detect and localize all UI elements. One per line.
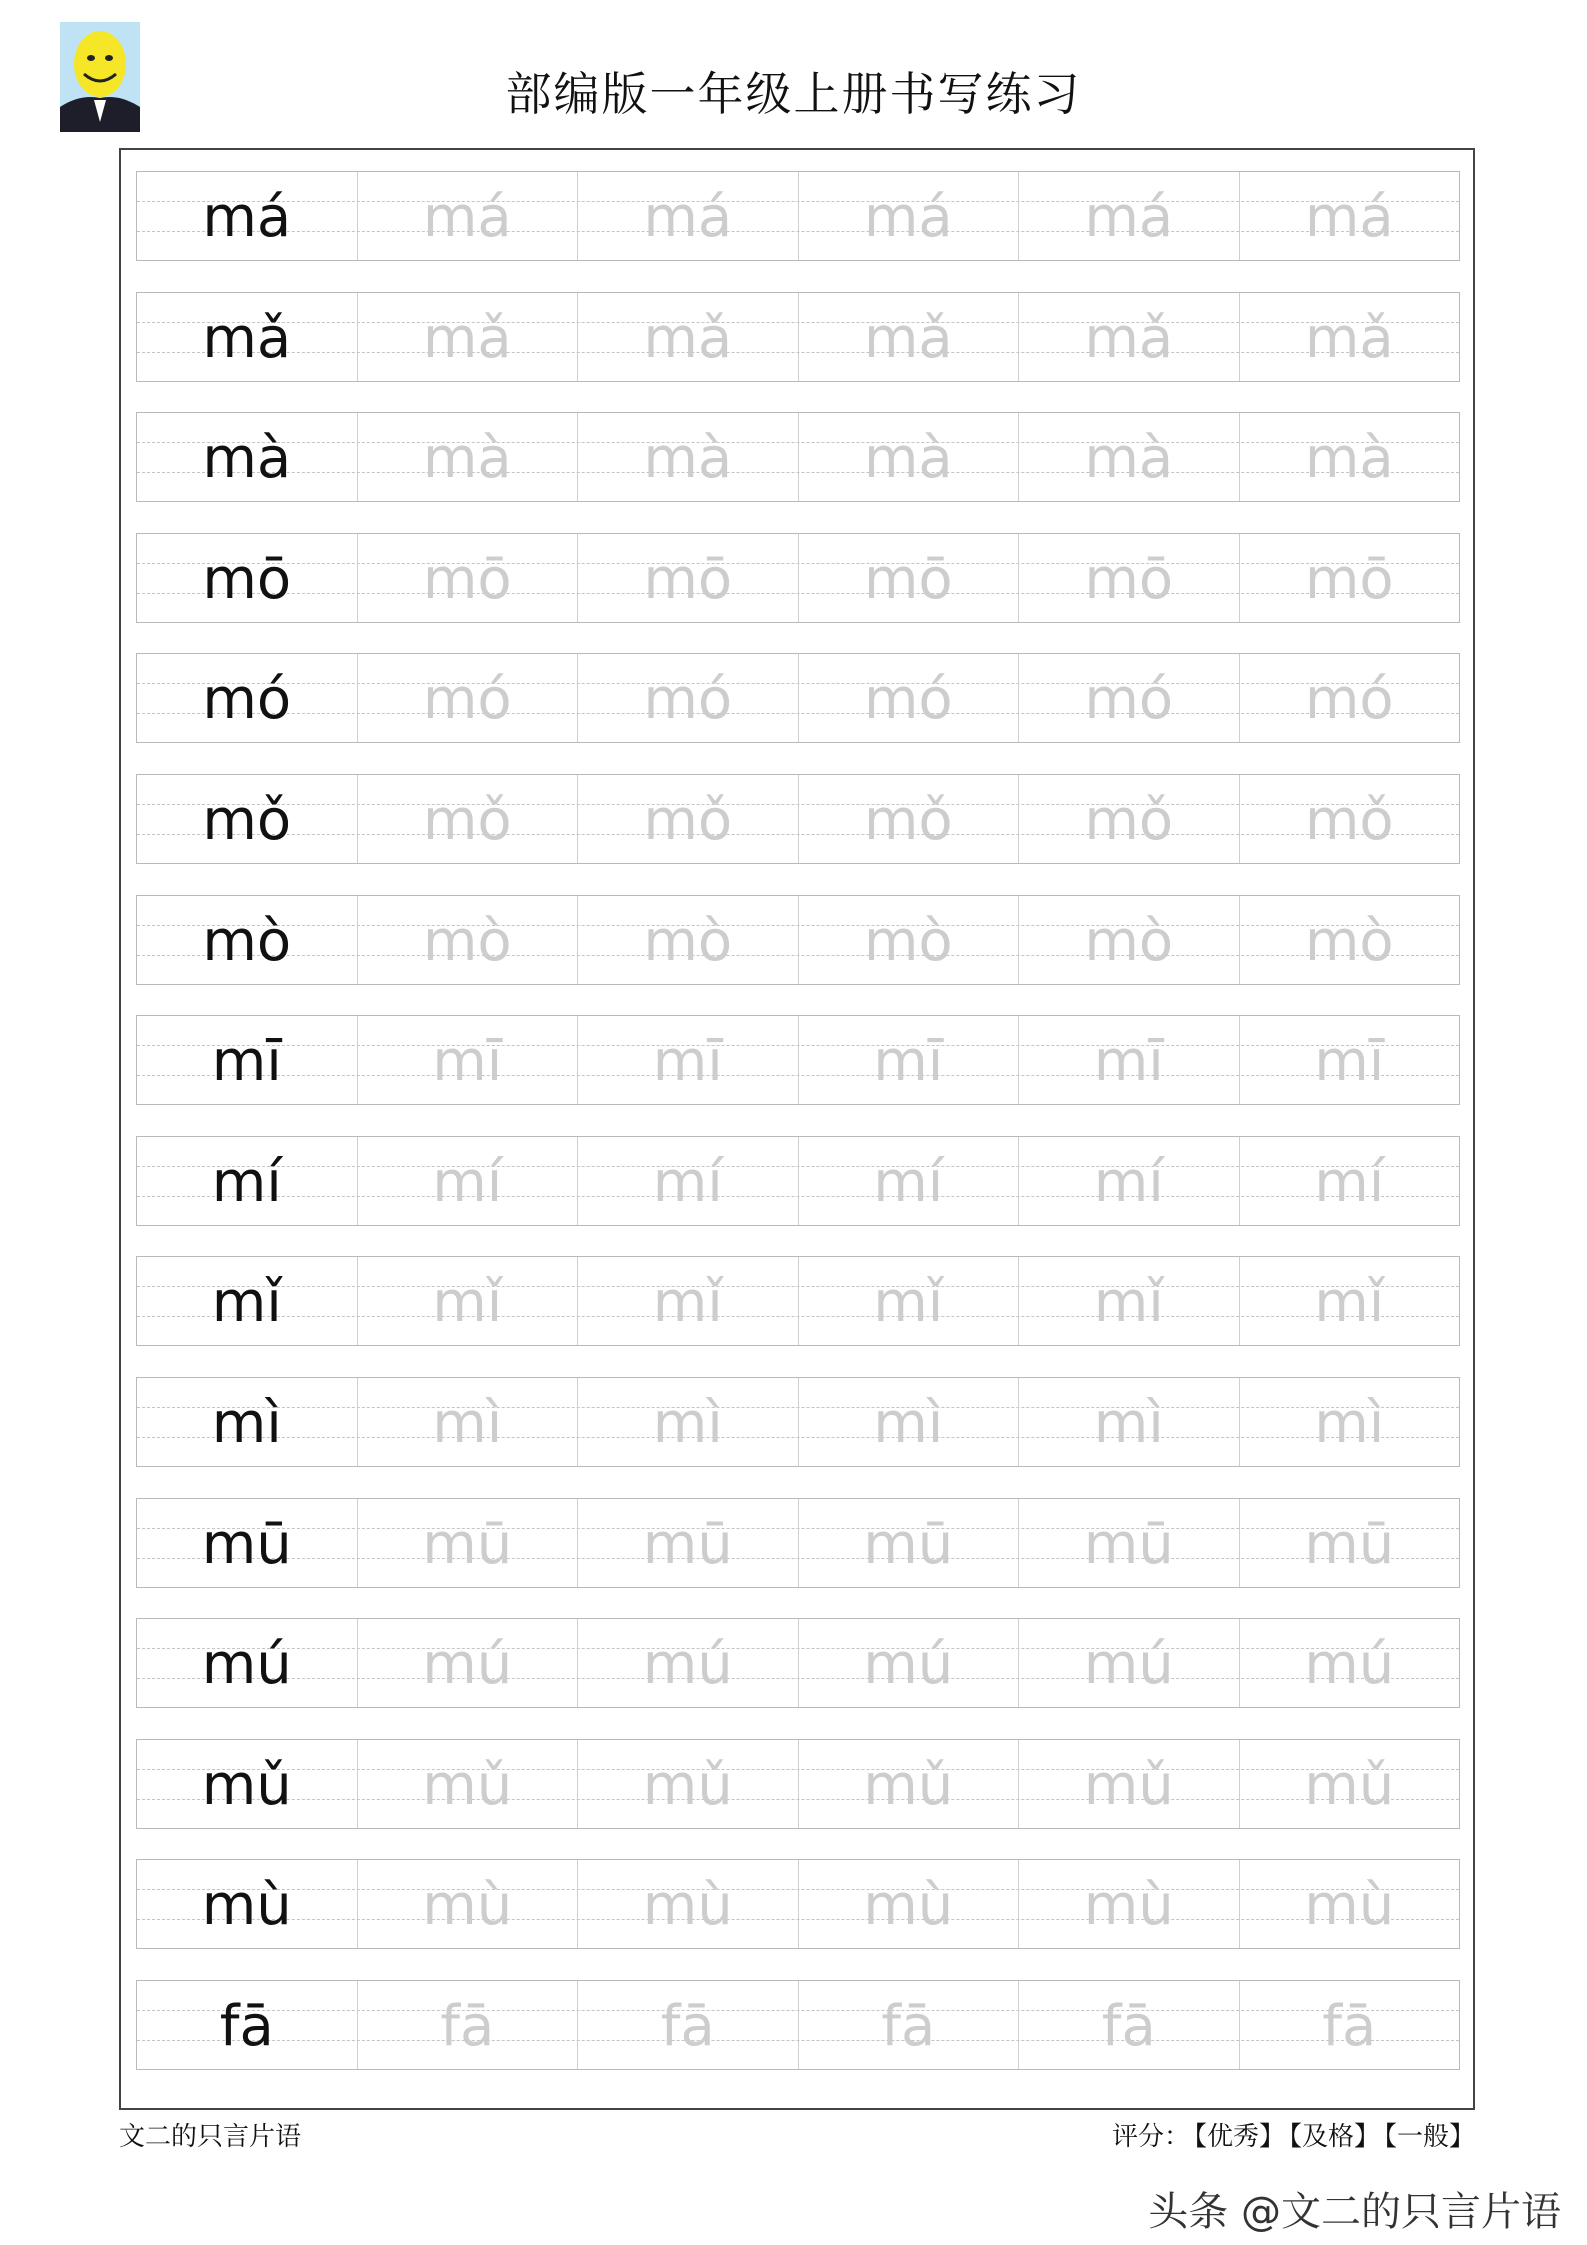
- trace-cell[interactable]: [798, 413, 1019, 501]
- trace-syllable: mò: [643, 908, 733, 974]
- trace-syllable: mò: [863, 908, 953, 974]
- model-cell: [137, 1016, 357, 1104]
- model-cell: [137, 1860, 357, 1948]
- watermark: 头条 @文二的只言片语: [1148, 2189, 1561, 2235]
- model-cell: [137, 1137, 357, 1225]
- score-option-excellent[interactable]: 【优秀】: [1193, 2122, 1285, 2152]
- model-cell: [137, 654, 357, 742]
- trace-syllable: mà: [643, 426, 733, 492]
- practice-row: [136, 1498, 1460, 1588]
- model-syllable: mú: [201, 1632, 292, 1698]
- trace-syllable: má: [643, 185, 733, 250]
- trace-cell[interactable]: [577, 1137, 798, 1225]
- model-cell: [137, 1499, 357, 1587]
- trace-cell[interactable]: [798, 1740, 1019, 1828]
- trace-cell[interactable]: [1018, 413, 1239, 501]
- trace-syllable: mù: [863, 1873, 954, 1939]
- trace-cell[interactable]: [1018, 1740, 1239, 1828]
- trace-syllable: mì: [432, 1391, 503, 1456]
- trace-cell[interactable]: [577, 1016, 798, 1104]
- trace-syllable: mō: [422, 546, 512, 612]
- trace-cell[interactable]: [577, 293, 798, 381]
- trace-syllable: mó: [863, 667, 953, 733]
- trace-cell[interactable]: [357, 654, 578, 742]
- trace-cell[interactable]: [577, 896, 798, 984]
- trace-syllable: mǔ: [1304, 1752, 1395, 1818]
- trace-syllable: mō: [643, 546, 733, 612]
- trace-syllable: mǒ: [643, 788, 733, 853]
- practice-row: [136, 1739, 1460, 1829]
- model-cell: [137, 1981, 357, 2069]
- trace-syllable: mà: [1304, 426, 1394, 492]
- model-cell: [137, 1378, 357, 1466]
- model-syllable: mí: [211, 1149, 282, 1215]
- trace-cell[interactable]: [1239, 413, 1460, 501]
- trace-syllable: mū: [1083, 1511, 1174, 1577]
- trace-cell[interactable]: [357, 172, 578, 260]
- trace-cell[interactable]: [798, 896, 1019, 984]
- model-syllable: mó: [202, 667, 292, 733]
- score-label: 评分：: [1111, 2122, 1190, 2152]
- trace-cell[interactable]: [798, 1378, 1019, 1466]
- model-syllable: má: [202, 185, 292, 250]
- model-syllable: mǐ: [211, 1270, 282, 1336]
- trace-syllable: mī: [1314, 1029, 1385, 1095]
- trace-syllable: mǔ: [863, 1752, 954, 1818]
- trace-syllable: mù: [422, 1873, 513, 1939]
- trace-cell[interactable]: [357, 1740, 578, 1828]
- practice-row: [136, 1618, 1460, 1708]
- trace-syllable: má: [1084, 185, 1174, 250]
- trace-syllable: mǔ: [422, 1752, 513, 1818]
- trace-cell[interactable]: [1018, 534, 1239, 622]
- trace-cell[interactable]: [577, 1619, 798, 1707]
- trace-cell[interactable]: [1018, 1499, 1239, 1587]
- trace-syllable: fā: [660, 1994, 715, 2059]
- trace-cell[interactable]: [357, 1619, 578, 1707]
- model-cell: [137, 534, 357, 622]
- model-cell: [137, 293, 357, 381]
- model-syllable: mǎ: [202, 305, 292, 371]
- trace-syllable: mī: [873, 1029, 944, 1095]
- trace-syllable: mì: [873, 1391, 944, 1456]
- trace-cell[interactable]: [1239, 654, 1460, 742]
- score-section: [1112, 2116, 1475, 2153]
- trace-cell[interactable]: [1239, 896, 1460, 984]
- trace-syllable: mǒ: [863, 788, 953, 853]
- trace-syllable: mà: [1084, 426, 1174, 492]
- trace-cell[interactable]: [1239, 1740, 1460, 1828]
- trace-syllable: mí: [1314, 1149, 1385, 1215]
- trace-syllable: mú: [863, 1632, 954, 1698]
- trace-syllable: mó: [643, 667, 733, 733]
- trace-cell[interactable]: [1018, 1860, 1239, 1948]
- trace-cell[interactable]: [1018, 1257, 1239, 1345]
- model-syllable: mù: [201, 1873, 292, 1939]
- trace-syllable: fā: [881, 1994, 936, 2059]
- trace-syllable: mú: [422, 1632, 513, 1698]
- trace-syllable: mù: [642, 1873, 733, 1939]
- practice-row: [136, 895, 1460, 985]
- trace-syllable: mí: [652, 1149, 723, 1215]
- trace-syllable: mǐ: [873, 1270, 944, 1336]
- trace-syllable: fā: [1101, 1994, 1156, 2059]
- score-option-average[interactable]: 【一般】: [1383, 2122, 1475, 2152]
- trace-cell[interactable]: [577, 534, 798, 622]
- model-syllable: mū: [201, 1511, 292, 1577]
- trace-syllable: mū: [642, 1511, 733, 1577]
- trace-syllable: mǎ: [643, 305, 733, 371]
- model-cell: [137, 172, 357, 260]
- trace-syllable: mū: [863, 1511, 954, 1577]
- trace-syllable: mǎ: [863, 305, 953, 371]
- trace-cell[interactable]: [1239, 775, 1460, 863]
- trace-cell[interactable]: [357, 775, 578, 863]
- model-syllable: mì: [211, 1391, 282, 1456]
- trace-syllable: fā: [1322, 1994, 1377, 2059]
- trace-cell[interactable]: [1018, 1619, 1239, 1707]
- trace-cell[interactable]: [798, 1860, 1019, 1948]
- trace-syllable: mǎ: [1084, 305, 1174, 371]
- trace-syllable: mī: [432, 1029, 503, 1095]
- trace-cell[interactable]: [798, 293, 1019, 381]
- trace-cell[interactable]: [357, 534, 578, 622]
- trace-syllable: mǐ: [432, 1270, 503, 1336]
- trace-cell[interactable]: [577, 1860, 798, 1948]
- trace-syllable: mì: [1314, 1391, 1385, 1456]
- trace-syllable: mǒ: [1084, 788, 1174, 853]
- trace-syllable: mú: [1083, 1632, 1174, 1698]
- trace-cell[interactable]: [357, 1499, 578, 1587]
- model-cell: [137, 896, 357, 984]
- model-cell: [137, 1257, 357, 1345]
- trace-cell[interactable]: [357, 1137, 578, 1225]
- trace-cell[interactable]: [798, 775, 1019, 863]
- trace-syllable: mǔ: [642, 1752, 733, 1818]
- trace-syllable: mō: [863, 546, 953, 612]
- trace-syllable: mí: [432, 1149, 503, 1215]
- trace-cell[interactable]: [357, 1257, 578, 1345]
- trace-syllable: mū: [1304, 1511, 1395, 1577]
- trace-cell[interactable]: [1018, 896, 1239, 984]
- trace-syllable: mí: [1093, 1149, 1164, 1215]
- trace-cell[interactable]: [1239, 1257, 1460, 1345]
- trace-cell[interactable]: [357, 1016, 578, 1104]
- trace-cell[interactable]: [1239, 172, 1460, 260]
- model-syllable: mǔ: [201, 1752, 292, 1818]
- trace-cell[interactable]: [1018, 654, 1239, 742]
- trace-syllable: mǎ: [1304, 305, 1394, 371]
- model-cell: [137, 413, 357, 501]
- trace-cell[interactable]: [357, 413, 578, 501]
- trace-cell[interactable]: [577, 1499, 798, 1587]
- practice-row: [136, 1256, 1460, 1346]
- trace-syllable: mú: [1304, 1632, 1395, 1698]
- model-syllable: mò: [202, 908, 292, 974]
- trace-cell[interactable]: [1239, 534, 1460, 622]
- model-syllable: mǒ: [202, 788, 292, 853]
- trace-cell[interactable]: [798, 1257, 1019, 1345]
- model-syllable: mà: [202, 426, 292, 492]
- practice-row: [136, 1377, 1460, 1467]
- trace-cell[interactable]: [1018, 172, 1239, 260]
- trace-cell[interactable]: [1239, 1619, 1460, 1707]
- trace-cell[interactable]: [1018, 1378, 1239, 1466]
- practice-row: [136, 653, 1460, 743]
- trace-syllable: fā: [440, 1994, 495, 2059]
- trace-syllable: mó: [1084, 667, 1174, 733]
- page-title: 部编版一年级上册书写练习: [505, 67, 1082, 121]
- practice-row: [136, 171, 1460, 261]
- trace-cell[interactable]: [1239, 1499, 1460, 1587]
- trace-syllable: mǐ: [1314, 1270, 1385, 1336]
- trace-cell[interactable]: [798, 654, 1019, 742]
- model-cell: [137, 1740, 357, 1828]
- practice-row: [136, 292, 1460, 382]
- trace-syllable: mì: [1093, 1391, 1164, 1456]
- practice-row: [136, 1859, 1460, 1949]
- trace-syllable: mà: [863, 426, 953, 492]
- trace-syllable: mǒ: [1304, 788, 1394, 853]
- trace-cell[interactable]: [577, 1740, 798, 1828]
- practice-row: [136, 774, 1460, 864]
- trace-cell[interactable]: [1239, 1981, 1460, 2069]
- practice-row: [136, 1980, 1460, 2070]
- model-cell: [137, 1619, 357, 1707]
- trace-cell[interactable]: [798, 172, 1019, 260]
- trace-syllable: mù: [1304, 1873, 1395, 1939]
- trace-cell[interactable]: [798, 1619, 1019, 1707]
- trace-cell[interactable]: [577, 775, 798, 863]
- trace-syllable: mà: [422, 426, 512, 492]
- practice-row: [136, 1015, 1460, 1105]
- trace-cell[interactable]: [798, 534, 1019, 622]
- score-option-pass[interactable]: 【及格】: [1288, 2122, 1380, 2152]
- trace-syllable: mō: [1084, 546, 1174, 612]
- trace-syllable: mī: [652, 1029, 723, 1095]
- trace-cell[interactable]: [577, 1981, 798, 2069]
- trace-cell[interactable]: [798, 1499, 1019, 1587]
- trace-cell[interactable]: [577, 172, 798, 260]
- model-syllable: mō: [202, 546, 292, 612]
- practice-row: [136, 1136, 1460, 1226]
- trace-syllable: mì: [652, 1391, 723, 1456]
- trace-cell[interactable]: [1018, 1137, 1239, 1225]
- footer-author: 文二的只言片语: [119, 2122, 302, 2152]
- trace-cell[interactable]: [577, 1257, 798, 1345]
- trace-cell[interactable]: [577, 1378, 798, 1466]
- trace-cell[interactable]: [1018, 1981, 1239, 2069]
- model-cell: [137, 775, 357, 863]
- model-syllable: fā: [219, 1994, 274, 2059]
- trace-syllable: mǎ: [422, 305, 512, 371]
- trace-cell[interactable]: [1018, 775, 1239, 863]
- trace-syllable: mǔ: [1083, 1752, 1174, 1818]
- trace-cell[interactable]: [798, 1016, 1019, 1104]
- model-syllable: mī: [211, 1029, 282, 1095]
- trace-syllable: mò: [422, 908, 512, 974]
- trace-cell[interactable]: [1239, 293, 1460, 381]
- practice-sheet: [119, 148, 1475, 2110]
- trace-cell[interactable]: [577, 413, 798, 501]
- trace-cell[interactable]: [1239, 1378, 1460, 1466]
- trace-cell[interactable]: [357, 896, 578, 984]
- trace-cell[interactable]: [1239, 1860, 1460, 1948]
- practice-row: [136, 533, 1460, 623]
- trace-cell[interactable]: [1018, 293, 1239, 381]
- trace-cell[interactable]: [1239, 1137, 1460, 1225]
- trace-syllable: mǐ: [652, 1270, 723, 1336]
- trace-syllable: mǐ: [1093, 1270, 1164, 1336]
- trace-syllable: mǒ: [422, 788, 512, 853]
- trace-syllable: mó: [1304, 667, 1394, 733]
- trace-syllable: mò: [1304, 908, 1394, 974]
- trace-cell[interactable]: [1018, 1016, 1239, 1104]
- trace-syllable: mó: [422, 667, 512, 733]
- trace-cell[interactable]: [798, 1981, 1019, 2069]
- trace-syllable: mū: [422, 1511, 513, 1577]
- trace-syllable: mò: [1084, 908, 1174, 974]
- practice-row: [136, 412, 1460, 502]
- trace-cell[interactable]: [357, 1981, 578, 2069]
- trace-cell[interactable]: [577, 654, 798, 742]
- trace-syllable: má: [422, 185, 512, 250]
- trace-cell[interactable]: [798, 1137, 1019, 1225]
- trace-syllable: mí: [873, 1149, 944, 1215]
- trace-cell[interactable]: [357, 1860, 578, 1948]
- trace-syllable: mù: [1083, 1873, 1174, 1939]
- trace-syllable: mō: [1304, 546, 1394, 612]
- trace-cell[interactable]: [357, 293, 578, 381]
- trace-syllable: mī: [1093, 1029, 1164, 1095]
- trace-cell[interactable]: [357, 1378, 578, 1466]
- trace-syllable: má: [863, 185, 953, 250]
- trace-syllable: má: [1304, 185, 1394, 250]
- trace-cell[interactable]: [1239, 1016, 1460, 1104]
- trace-syllable: mú: [642, 1632, 733, 1698]
